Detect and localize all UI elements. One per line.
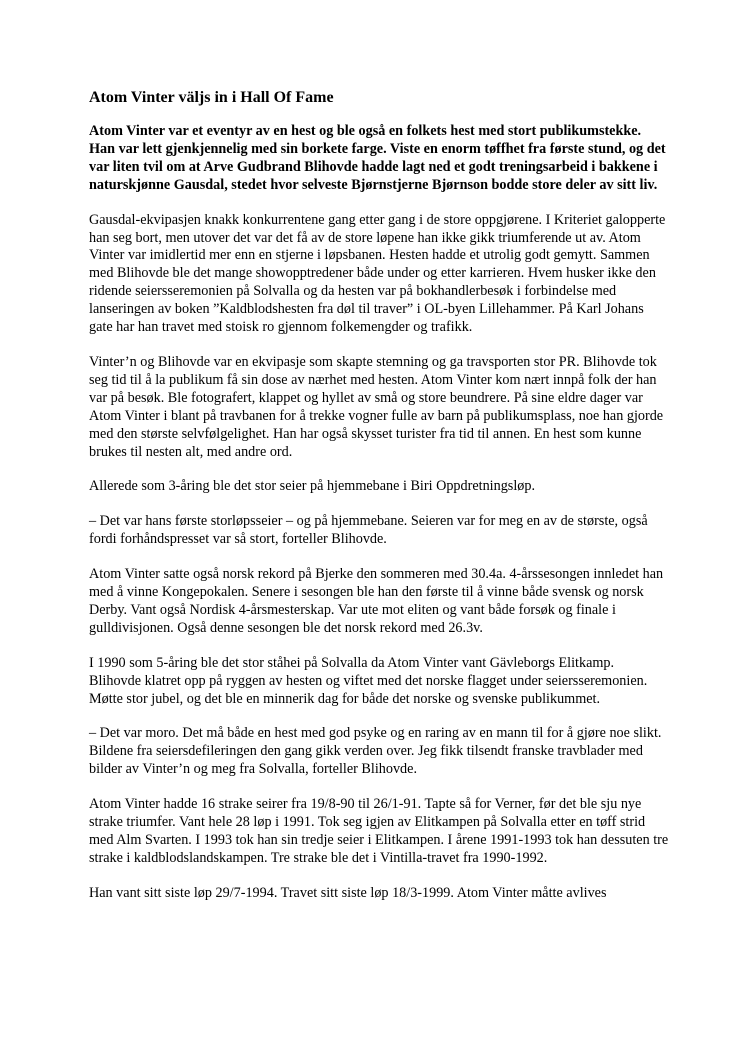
paragraph-9: Han vant sitt siste løp 29/7-1994. Travet sitt siste løp 18/3-1999. Atom Vinter måtte avlives	[89, 884, 607, 901]
paragraph-7: – Det var moro. Det må både en hest med god psyke og en raring av en mann til for å gjøre noe slikt. Bildene fra seiersdefileringen den gang gikk verden over. Jeg fikk tilsendt franske travblader med bilder av Vinter’n og meg fra Solvalla, forteller Blihovde.	[89, 725, 662, 778]
paragraph-4: – Det var hans første storløpsseier – og på hjemmebane. Seieren var for meg en av de største, også fordi forhåndspresset var så stort, forteller Blihovde.	[89, 513, 648, 548]
paragraph-5: Atom Vinter satte også norsk rekord på Bjerke den sommeren med 30.4a. 4-årssesongen innledet han med å vinne Kongepokalen. Senere i sesongen ble han den første til å vinne både svensk og norsk Derby. Vant også Nordisk 4-årsmesterskap. Var ute mot eliten og vant både forsøk og finale i gulldivisjonen. Også denne sesongen ble det norsk rekord med 26.3v.	[89, 566, 664, 636]
paragraph-6: I 1990 som 5-åring ble det stor ståhei på Solvalla da Atom Vinter vant Gävleborgs Elitkamp. Blihovde klatret opp på ryggen av hesten og viftet med det norske flagget under seiersseremonien. Møtte stor jubel, og det ble en minnerik dag for både det norske og svenske publikummet.	[89, 654, 648, 707]
paragraph-3: Allerede som 3-åring ble det stor seier på hjemmebane i Biri Oppdretningsløp.	[89, 478, 535, 495]
paragraph-8: Atom Vinter hadde 16 strake seirer fra 19/8-90 til 26/1-91. Tapte så for Verner, før det ble sju nye strake triumfer. Vant hele 28 løp i 1991. Tok seg igjen av Elitkampen på Solvalla etter en tøff strid med Alm Svarten. I 1993 tok han sin tredje seier i Elitkampen. I årene 1991-1993 tok han dessuten tre strake i kaldblodslandskampen. Tre strake ble det i Vintilla-travet fra 1990-1992.	[89, 796, 669, 866]
paragraph-2: Vinter’n og Blihovde var en ekvipasje som skapte stemning og ga travsporten stor PR. Blihovde tok seg tid til å la publikum få sin dose av nærhet med hesten. Atom Vinter kom nært innpå folk der han var på besøk. Ble fotografert, klappet og hyllet av små og store beundrere. På sine eldre dager var Atom Vinter i blant på travbanen for å trekke vogner fulle av barn på publikumsplass, noe han gjorde med den største selvfølgelighet. Han har også skysset turister fra tid til annen. En hest som kunne brukes til nesten alt, med andre ord.	[89, 353, 664, 460]
paragraph-1: Gausdal-ekvipasjen knakk konkurrentene gang etter gang i de store oppgjørene. I Kriteriet galopperte han seg bort, men utover det var det få av de store løpene han ikke gikk triumferende ut av. Atom Vinter var imidlertid mer enn en stjerne i løpsbanen. Hesten hadde et utrolig godt gemytt. Sammen med Blihovde ble det mange showopptredener både under og etter karrieren. Hvem husker ikke den ridende seiersseremonien på Solvalla og da hesten var på bokhandlerbesøk i forbindelse med lanseringen av boken ”Kaldblodshesten fra døl til traver” i OL-byen Lillehammer. På Karl Johans gate har han travet med stoisk ro gjennom folkemengder og trafikk.	[89, 211, 666, 336]
article-title: Atom Vinter väljs in i Hall Of Fame	[89, 89, 334, 106]
document-page	[89, 88, 669, 920]
article-lead: Atom Vinter var et eventyr av en hest og ble også en folkets hest med stort publikumstekke. Han var lett gjenkjennelig med sin borkete farge. Viste en enorm tøffhet fra første stund, og det var liten tvil om at Arve Gudbrand Blihovde hadde lagt ned et godt treningsarbeid i bakkene i naturskjønne Gausdal, stedet hvor selveste Bjørnstjerne Bjørnson bodde store deler av sitt liv.	[89, 123, 666, 193]
